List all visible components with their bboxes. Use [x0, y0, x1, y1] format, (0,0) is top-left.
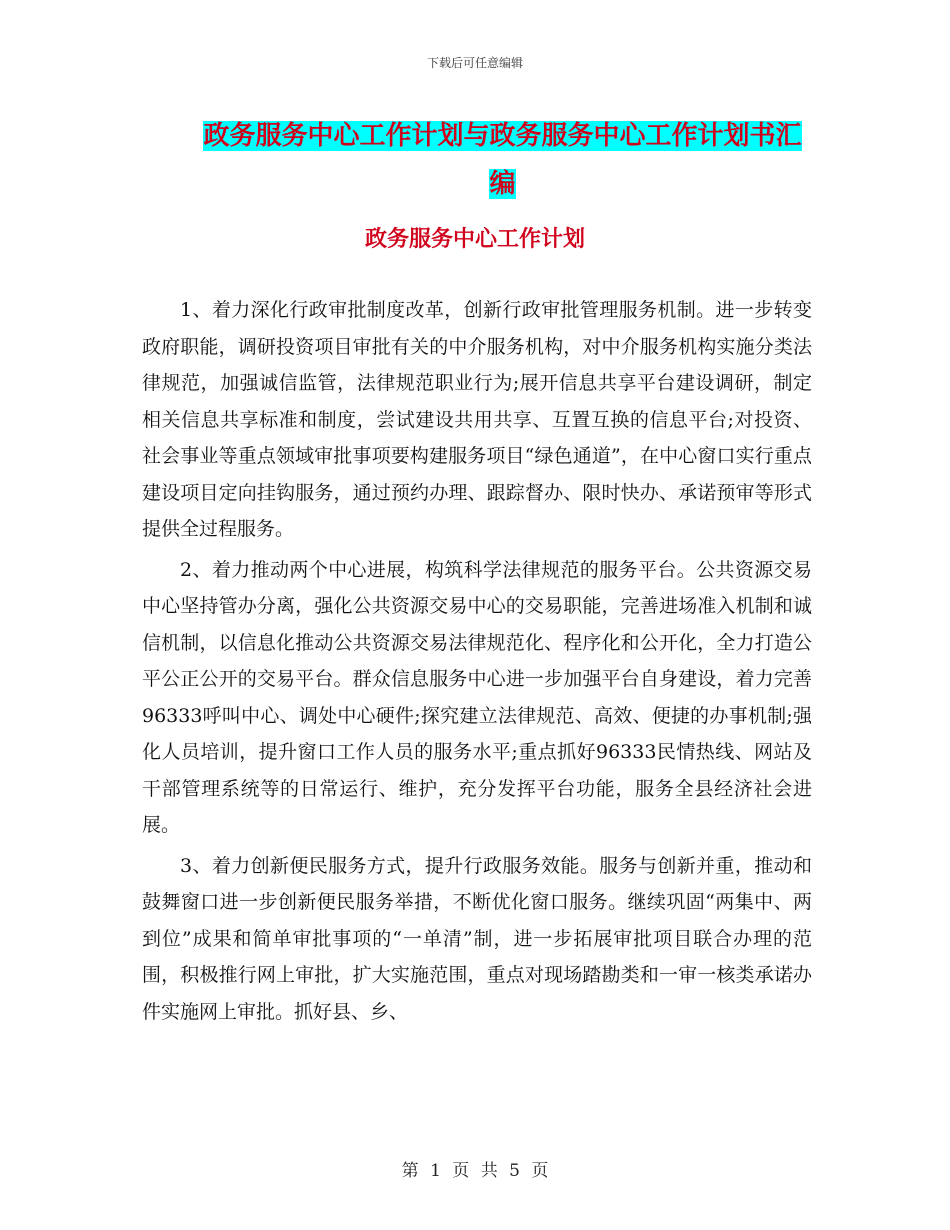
paragraph-1: 1、着力深化行政审批制度改革，创新行政审批管理服务机制。进一步转变政府职能，调研投资项目审批有关的中介服务机构，对中介服务机构实施分类法律规范，加强诚信监管，法律规范职业行为;展开信息共享平台建设调研，制定相关信息共享标准和制度，尝试建设共用共享、互置互换的信息平台;对投资、社会事业等重点领域审批事项要构建服务项目“绿色通道”，在中心窗口实行重点建设项目定向挂钩服务，通过预约办理、跟踪督办、限时快办、承诺预审等形式提供全过程服务。 [142, 299, 812, 540]
document-title [190, 112, 815, 208]
page-footer: 第 1 页 共 5 页 [401, 1161, 549, 1181]
document-title-line-2: 编 [489, 169, 516, 199]
body-text [142, 292, 812, 1034]
header-note: 下载后可任意编辑 [426, 56, 523, 70]
paragraph-2: 2、着力推动两个中心进展，构筑科学法律规范的服务平台。公共资源交易中心坚持管办分离，强化公共资源交易中心的交易职能，完善进场准入机制和诚信机制，以信息化推动公共资源交易法律规范化、程序化和公开化，全力打造公平公正公开的交易平台。群众信息服务中心进一步加强平台自身建设，着力完善96333呼叫中心、调处中心硬件;探究建立法律规范、高效、便捷的办事机制;强化人员培训，提升窗口工作人员的服务水平;重点抓好96333民情热线、网站及干部管理系统等的日常运行、维护，充分发挥平台功能，服务全县经济社会进展。 [142, 558, 812, 836]
document-title-line-1: 政务服务中心工作计划与政务服务中心工作计划书汇 [203, 121, 802, 151]
paragraph-3: 3、着力创新便民服务方式，提升行政服务效能。服务与创新并重，推动和鼓舞窗口进一步创新便民服务举措，不断优化窗口服务。继续巩固“两集中、两到位”成果和简单审批事项的“一单清”制，进一步拓展审批项目联合办理的范围，积极推行网上审批，扩大实施范围，重点对现场踏勘类和一审一核类承诺办件实施网上审批。抓好县、乡、 [142, 854, 812, 1023]
section-title: 政务服务中心工作计划 [364, 227, 585, 252]
